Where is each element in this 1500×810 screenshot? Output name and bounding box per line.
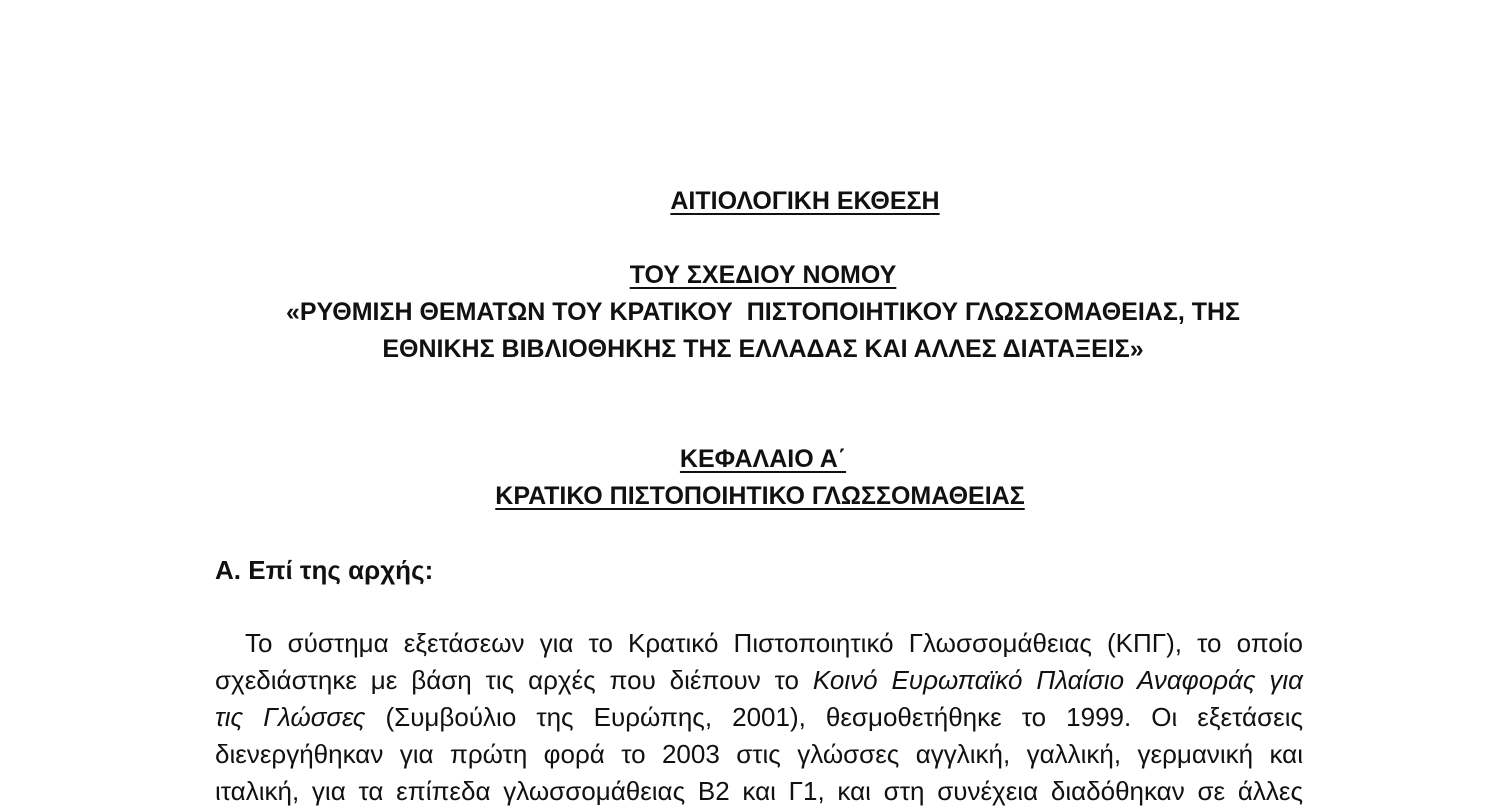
- chapter-label-text: ΚΕΦΑΛΑΙΟ Α΄: [679, 445, 847, 473]
- bill-title-line-1-text: ΤΟΥ ΣΧΕΔΙΟΥ ΝΟΜΟΥ: [629, 261, 897, 289]
- bill-title-line-2: «ΡΥΘΜΙΣΗ ΘΕΜΑΤΩΝ ΤΟΥ ΚΡΑΤΙΚΟΥ ΠΙΣΤΟΠΟΙΗΤΙΚΟΥ ΓΛΩΣΣΟΜΑΘΕΙΑΣ, ΤΗΣ: [285, 298, 1241, 326]
- cefr-title-part-1: Κοινό Ευρωπαϊκό Πλαίσιο Αναφοράς για: [812, 665, 1304, 695]
- paragraph-line-4: διενεργήθηκαν για πρώτη φορά το 2003 στις γλώσσες αγγλική, γαλλική, γερμανική και: [215, 739, 1303, 769]
- chapter-title-text: ΚΡΑΤΙΚΟ ΠΙΣΤΟΠΟΙΗΤΙΚΟ ΓΛΩΣΣΟΜΑΘΕΙΑΣ: [495, 482, 1025, 510]
- chapter-title: [495, 478, 1024, 515]
- paragraph-line-5: ιταλική, για τα επίπεδα γλωσσομάθειας Β2 και Γ1, και στη συνέχεια διαδόθηκαν σε άλλες: [215, 776, 1303, 806]
- report-title-text: ΑΙΤΙΟΛΟΓΙΚΗ ΕΚΘΕΣΗ: [670, 187, 940, 215]
- cefr-title-part-2: τις Γλώσσες: [215, 702, 366, 732]
- paragraph-line-2: [215, 662, 1303, 699]
- paragraph-line-3: [215, 699, 1303, 736]
- bill-title-line-1: [630, 257, 897, 294]
- section-heading: Α. Επί της αρχής:: [215, 555, 434, 585]
- report-title: [670, 183, 939, 220]
- paragraph-line-1: Το σύστημα εξετάσεων για το Κρατικό Πιστοποιητικό Γλωσσομάθειας (ΚΠΓ), το οποίο: [245, 628, 1303, 658]
- bill-title-line-3: ΕΘΝΙΚΗΣ ΒΙΒΛΙΟΘΗΚΗΣ ΤΗΣ ΕΛΛΑΔΑΣ ΚΑΙ ΑΛΛΕΣ ΔΙΑΤΑΞΕΙΣ»: [382, 335, 1144, 363]
- paragraph-line-2-text: σχεδιάστηκε με βάση τις αρχές που διέπουν το: [215, 665, 813, 695]
- body-paragraph: [215, 625, 1303, 810]
- chapter-label: [680, 441, 846, 478]
- paragraph-line-3-text: (Συμβούλιο της Ευρώπης, 2001), θεσμοθετήθηκε το 1999. Οι εξετάσεις: [365, 702, 1304, 732]
